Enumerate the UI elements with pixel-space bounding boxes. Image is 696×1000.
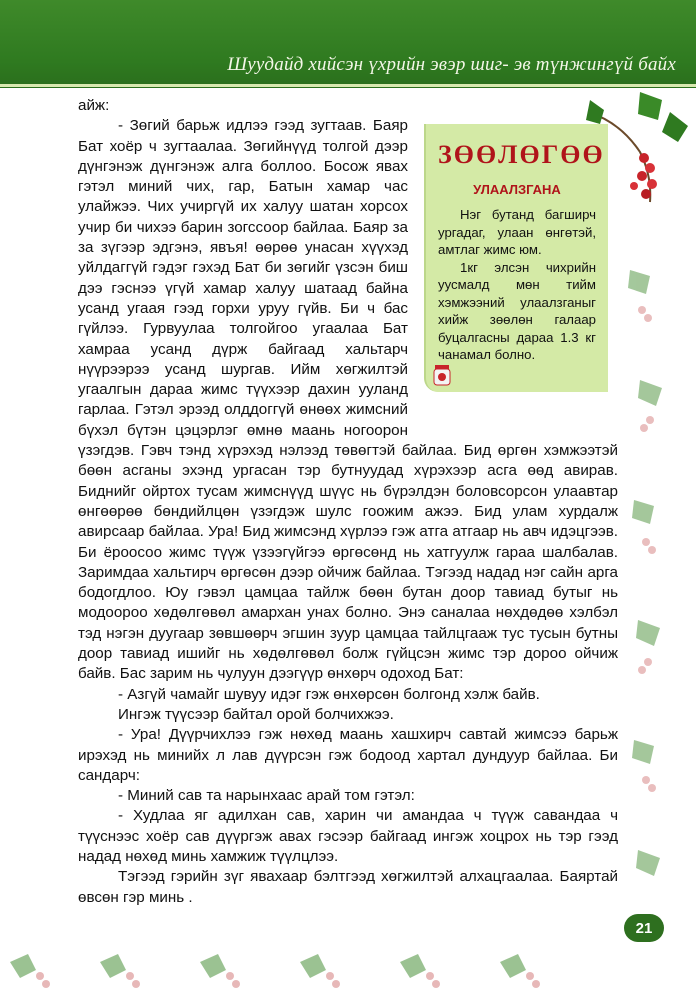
story-paragraph: - Миний сав та нарынхаас арай том гэтэл: (118, 787, 415, 805)
berry-cluster-icon (0, 946, 696, 1000)
story-paragraph: айж: (78, 97, 110, 114)
sidebar-heading: ЗӨӨЛӨГӨӨ (438, 140, 605, 169)
sidebar-subheading: УЛААЛЗГАНА (473, 182, 561, 197)
page-number: 21 (624, 914, 664, 942)
story-paragraph: - Зөгий барьж идлээ гээд зугтаав. Баяр Бат хоёр ч зугтаалаа. Зөгийнүүд толгой дээр дүнгэнэж дүнгэнэж алга боллоо. Босож явах гэтэл миний чих, гар, Батын хамар час улайжээ. Чих учиргүй их халуу шатан хорсох учир би чихээ барин зогссоор байлаа. Баяр за за зүгээр эдгэнэ, явъя! өөрөө унасан хүүхэд уйлдаггүй гэдэг гэхэд Бат би зөгийг үзсэн биш дээ гэснээ үгүй хамар халуу шатаад байна усанд угаая гээд горхи уруу гүйв. Би ч бас гүйлээ. Гурвуулаа толгойгоо угаалаа Бат хамраа усанд дүрж байгаад хальтарч нүүрээрээ усанд шургав. Ийм хөгжилтэй угаалгын дараа жимс түүхээр дахин ууланд гарлаа. Гэтэл эрээд олддоггүй өнөөх жимсний бүхэл бүтэн цэцэрлэг өмнө маань ногоорон үзэгдэв. Гэвч тэнд хүрэхэд нэлээд төвөгтэй байлаа. Бид өргөн хэмжээтэй бөөн асганы эхэнд ургасан тэр бутнуудад хүрэхээр асга өөд авирав. Биднийг ойртох тусам жимснүүд шүүс нь бүрэлдэн боловсорсон улаавтар өнгөөрөө бөндийлцөн үзэгдэж шулс гоожим ажээ. Бид улам хурдалж авирсаар байлаа. Ура! Бид жимсэнд хүрлээ гэж атга атгаар нь авч идэцгээв. Би ёроосоо жимс түүж үзээгүйгээ өргөсөнд нь хатгуулж гараа шалбалав. Заримдаа хальтирч өргөсөн дээр ойчиж байлаа. Тэгээд надад нэг сайн арга бодогдлоо. Юу гэвэл цамцаа тайлж бөөн бутан доор тавиад бутыг нь модоороо хөдөлгөвөл амархан унах болно. Энэ саналаа нөхдөдөө хэлбэл тэд нэгэн дуугаар зөвшөөрч эгшин зуур цамцаа тайлцгааж тус тусын бутны доор тавиад ишийг нь хөдөлгөвөл болж гүйцсэн жимс тэр дороо ойчиж байв. Бас зарим нь чулуун дээгүүр өнхөрч одоход Бат: (78, 117, 618, 683)
story-paragraph: - Ура! Дүүрчихлээ гэж нөхөд маань хашхирч савтай жимсээ барьж ирэхэд нь минийх л лав дүүрсэн гэж бодоод хартал дундуур байлаа. Би сандарч: (78, 726, 618, 784)
sidebar-paragraph: 1кг элсэн чихрийн уусмалд мөн тийм хэмжээний улаалзганыг хийж зөөлөн галаар буцалгасны дараа 1.3 кг чанамал болно. (438, 259, 596, 362)
story-paragraph: Тэгээд гэрийн зүг явахаар бэлтгээд хөгжилтэй алхацгаалаа. Баяртай өвсөн гэр минь . (78, 868, 618, 906)
story-paragraph: Ингэж түүсээр байтал орой болчихжээ. (118, 705, 394, 723)
page-header-title: Шуудайд хийсэн үхрийн эвэр шиг- эв түнжингүй байх (227, 54, 676, 75)
sidebar-paragraph: Нэг бутанд багширч ургадаг, улаан өнгөтэй, амтлаг жимс юм. (438, 207, 596, 257)
leaf-icon (620, 260, 680, 920)
header-divider (0, 84, 696, 87)
story-paragraph: - Азгүй чамайг шувуу идэг гэж өнхөрсөн болгонд хэлж байв. (118, 685, 540, 703)
story-text (78, 96, 618, 908)
story-paragraph: - Худлаа яг адилхан сав, харин чи амандаа ч түүж савандаа ч түүснээс хоёр сав дүүргэж авах гэсээр байгаад ингэж хоцрох нь тэр гээд надад нөхөд минь хамжиж түүлцлээ. (78, 807, 618, 865)
